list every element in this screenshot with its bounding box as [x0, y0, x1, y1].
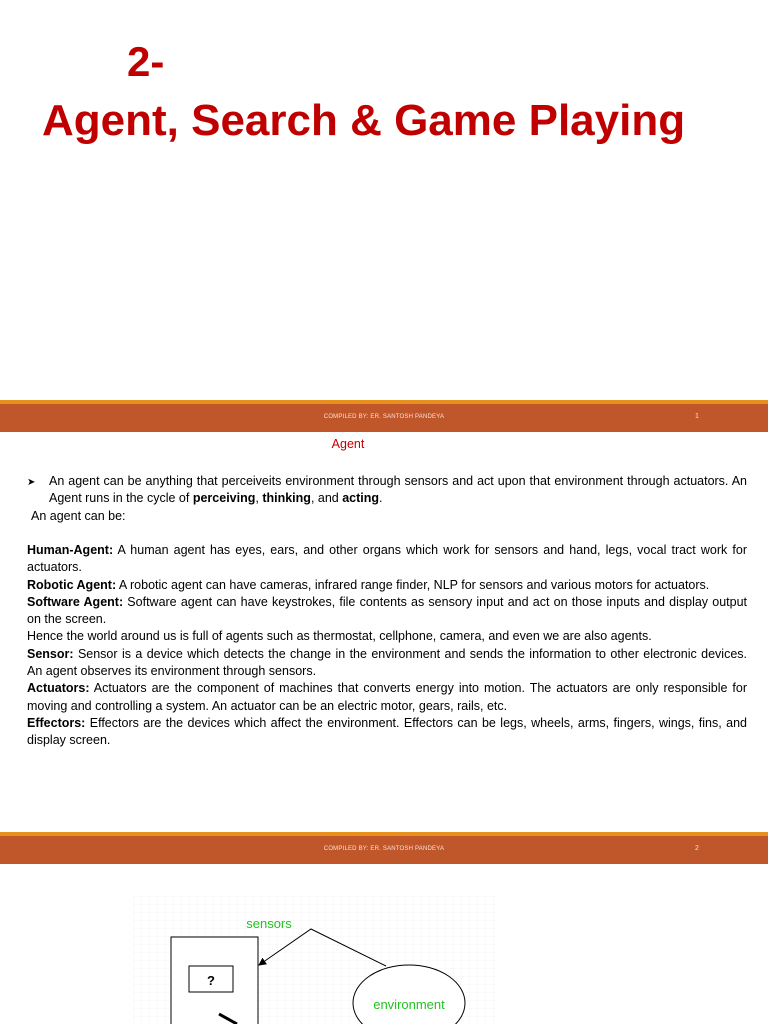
agent-environment-diagram: [133, 896, 495, 1024]
keyword-acting: acting: [342, 491, 380, 505]
definition-term: Robotic Agent:: [27, 577, 117, 592]
environment-label: environment: [373, 997, 445, 1012]
bullet-paragraph: [27, 473, 747, 507]
definition-text: Software agent can have keystrokes, file contents as sensory input and act on those inputs and display output on the screen.: [27, 594, 748, 627]
definition-text: Sensor is a device which detects the change in the environment and sends the information to other electronic devices. An agent observes its environment through sensors.: [27, 646, 747, 679]
definitions-list: [27, 542, 747, 750]
arrow-bullet-icon: ➤: [27, 477, 36, 488]
definition-text: Effectors are the devices which affect the environment. Effectors can be legs, wheels, arms, fingers, wings, fins, and display screen.: [27, 715, 747, 748]
definition-human-agent: [27, 542, 747, 577]
keyword-thinking: thinking: [262, 491, 311, 505]
footer-page-number: 2: [695, 845, 699, 852]
definition-robotic-agent: [27, 577, 747, 594]
definition-text: A robotic agent can have cameras, infrared range finder, NLP for sensors and various motors for actuators.: [116, 577, 710, 592]
definition-text: Actuators are the component of machines that converts energy into motion. The actuators are only responsible for moving and controlling a system. An actuator can be an electric motor, gears, rails, etc.: [27, 681, 747, 713]
slide-number-heading: 2-: [127, 38, 165, 85]
definition-term: Actuators:: [27, 681, 90, 696]
slide-footer: [0, 400, 768, 432]
sensors-label: sensors: [246, 916, 292, 931]
agents-summary: [27, 628, 747, 645]
footer-credit: COMPILED BY: ER. SANTOSH PANDEYA: [323, 846, 445, 852]
sentence-end: .: [379, 491, 383, 505]
definition-term: Effectors:: [27, 715, 86, 730]
definition-actuators: [27, 680, 747, 715]
slide-title: Agent, Search & Game Playing: [42, 96, 686, 145]
footer-page-number: 1: [695, 413, 699, 420]
definition-effectors: [27, 715, 747, 750]
footer-credit: COMPILED BY: ER. SANTOSH PANDEYA: [323, 414, 445, 420]
separator: ,: [255, 491, 263, 505]
definition-text: A human agent has eyes, ears, and other organs which work for sensors and hand, legs, vocal tract work for actuators.: [27, 543, 747, 575]
definition-text: Hence the world around us is full of agents such as thermostat, cellphone, camera, and even we are also agents.: [27, 629, 652, 644]
agent-types-intro: An agent can be:: [31, 509, 126, 523]
definition-software-agent: [27, 594, 747, 629]
keyword-perceiving: perceiving: [192, 491, 256, 505]
definition-term: Human-Agent:: [27, 543, 114, 557]
definition-term: Software Agent:: [27, 594, 124, 609]
definition-sensor: [27, 646, 747, 681]
slide-footer: [0, 832, 768, 864]
definition-term: Sensor:: [27, 646, 74, 661]
separator: , and: [310, 491, 343, 505]
agent-unknown-symbol: ?: [207, 973, 215, 988]
section-heading: Agent: [331, 437, 365, 451]
bullet-text: An agent can be anything that perceiveits environment through sensors and act upon that environment through actuators. An Agent runs in the cycle of: [49, 474, 747, 505]
